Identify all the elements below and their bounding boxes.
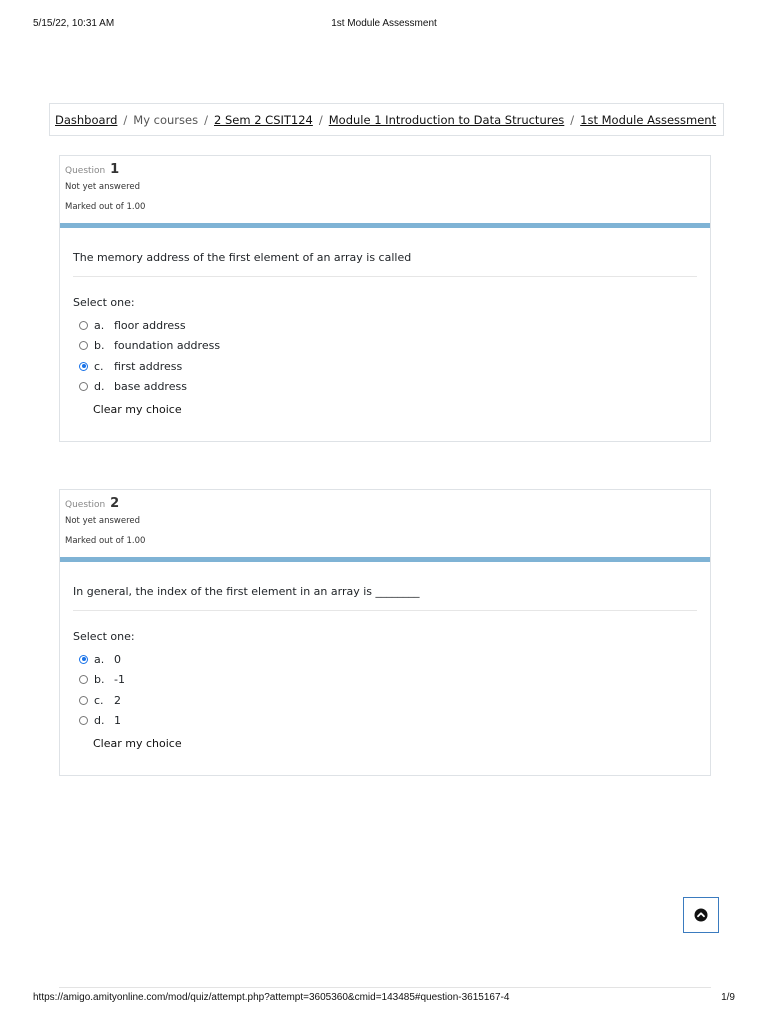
breadcrumb-separator: / (570, 112, 575, 127)
option-text: floor address (114, 318, 186, 332)
option-letter: b. (94, 673, 105, 687)
radio-button-checked[interactable] (79, 362, 88, 371)
answer-option-d[interactable] (73, 711, 697, 732)
question-content (60, 228, 710, 420)
radio-button[interactable] (79, 321, 88, 330)
breadcrumb-my-courses: My courses (133, 112, 199, 127)
question-number: 2 (110, 496, 120, 511)
question-number: 1 (110, 162, 120, 177)
answer-option-a[interactable] (73, 315, 697, 336)
question-grade: Marked out of 1.00 (65, 536, 146, 546)
select-one-prompt: Select one: (73, 296, 135, 309)
print-datetime: 5/15/22, 10:31 AM (33, 18, 115, 29)
question-grade: Marked out of 1.00 (65, 202, 146, 212)
answer-option-b[interactable] (73, 336, 697, 357)
print-page-number: 1/9 (721, 992, 735, 1003)
radio-button[interactable] (79, 716, 88, 725)
option-text: foundation address (114, 339, 221, 353)
breadcrumb-separator: / (204, 112, 208, 127)
breadcrumb-separator: / (318, 112, 323, 127)
question-text: The memory address of the first element of an array is called (73, 228, 697, 277)
option-text: 2 (114, 693, 121, 707)
option-letter: c. (94, 359, 104, 373)
select-one-prompt: Select one: (73, 630, 135, 643)
question-label: Question (65, 500, 106, 510)
answer-option-b[interactable] (73, 670, 697, 691)
print-footer (33, 992, 735, 1006)
clear-choice-link[interactable]: Clear my choice (93, 403, 182, 416)
breadcrumb-module[interactable]: Module 1 Introduction to Data Structures (328, 112, 565, 127)
clear-choice-link[interactable]: Clear my choice (93, 737, 182, 750)
option-letter: d. (94, 380, 105, 394)
radio-button[interactable] (79, 341, 88, 350)
question-2 (59, 489, 711, 776)
breadcrumb (49, 103, 724, 136)
print-header (33, 18, 735, 32)
question-state: Not yet answered (65, 516, 141, 526)
answer-option-c[interactable] (73, 690, 697, 711)
option-text: 1 (114, 714, 121, 728)
option-letter: b. (94, 339, 105, 353)
option-text: base address (114, 380, 187, 394)
print-title: 1st Module Assessment (331, 18, 437, 29)
radio-button-checked[interactable] (79, 655, 88, 664)
option-letter: a. (94, 652, 105, 666)
answer-option-c[interactable] (73, 356, 697, 377)
option-text: first address (114, 359, 183, 373)
answer-option-a[interactable] (73, 649, 697, 670)
breadcrumb-dashboard[interactable]: Dashboard (55, 112, 118, 127)
radio-button[interactable] (79, 382, 88, 391)
answer-option-d[interactable] (73, 377, 697, 398)
radio-button[interactable] (79, 675, 88, 684)
question-content (60, 562, 710, 754)
question-text: In general, the index of the first element in an array is ________ (73, 562, 697, 611)
question-info (60, 156, 710, 223)
breadcrumb-course[interactable]: 2 Sem 2 CSIT124 (213, 112, 313, 127)
breadcrumb-separator: / (123, 112, 128, 127)
footer-divider (59, 987, 711, 988)
chevron-up-circle-icon (694, 908, 708, 922)
option-letter: d. (94, 714, 105, 728)
option-text: -1 (114, 673, 125, 687)
question-state: Not yet answered (65, 182, 141, 192)
back-to-top-button[interactable] (683, 897, 719, 933)
question-1 (59, 155, 711, 442)
option-letter: c. (94, 693, 104, 707)
question-label: Question (65, 166, 106, 176)
print-url: https://amigo.amityonline.com/mod/quiz/attempt.php?attempt=3605360&cmid=143485#question-3615167-4 (33, 992, 510, 1003)
option-letter: a. (94, 318, 105, 332)
breadcrumb-assessment[interactable]: 1st Module Assessment (580, 112, 717, 127)
question-info (60, 490, 710, 557)
radio-button[interactable] (79, 696, 88, 705)
option-text: 0 (114, 652, 121, 666)
